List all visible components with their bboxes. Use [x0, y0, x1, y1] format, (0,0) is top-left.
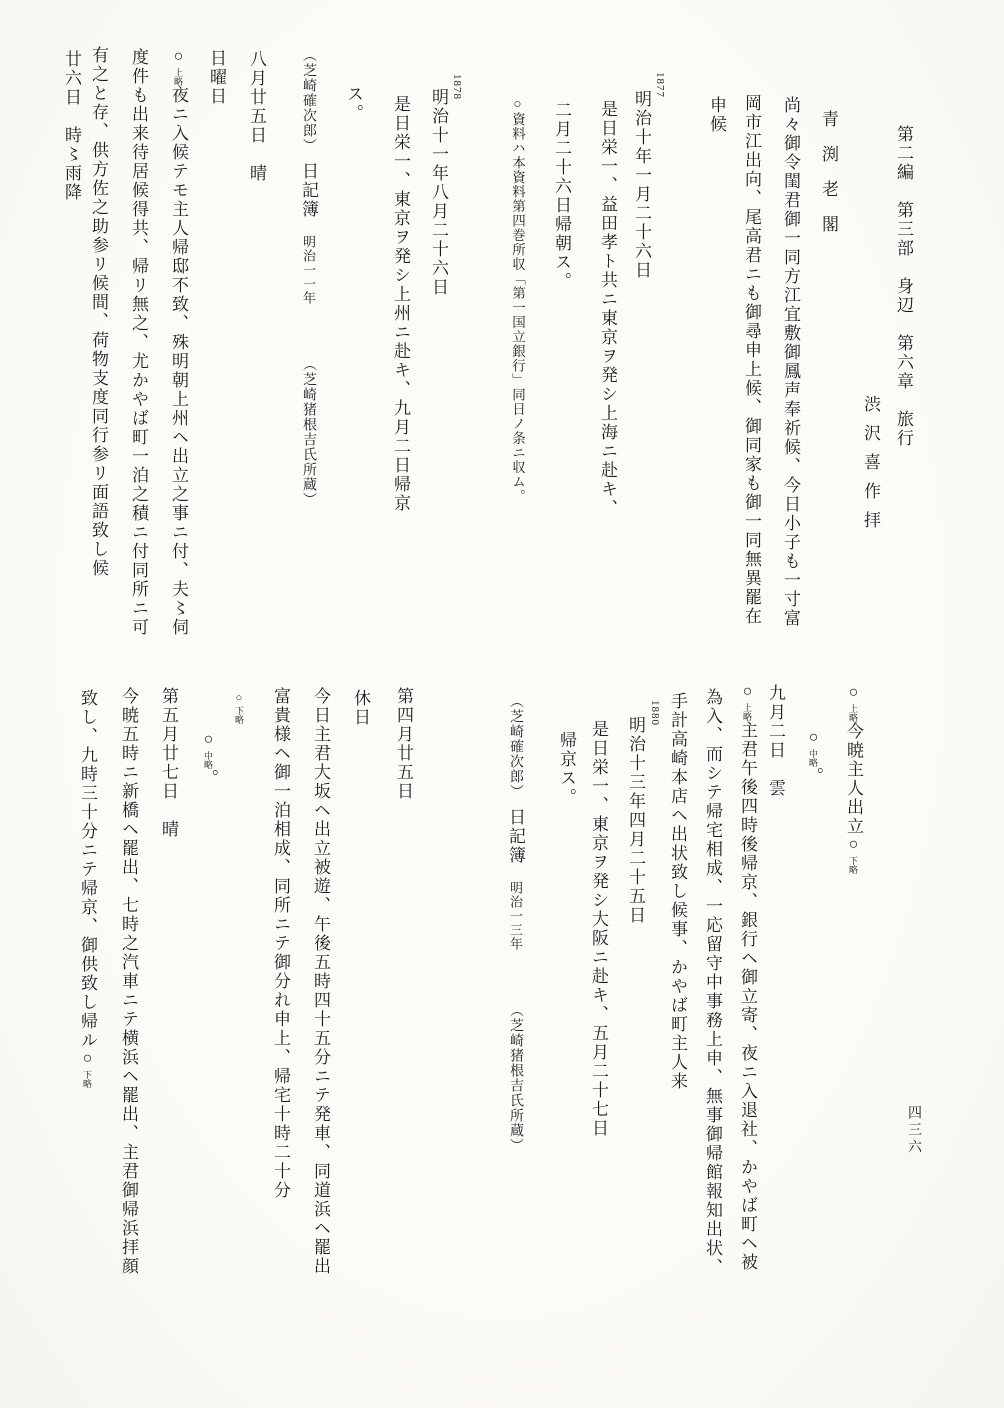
- diary-1878-weekday: 日曜日: [207, 49, 226, 106]
- omission-circle-icon: ○: [79, 1050, 96, 1069]
- entry-1880-source-column: [502, 694, 528, 1329]
- omission-circle-icon: ○: [739, 683, 756, 702]
- source-owner: （芝崎猪根吉氏所蔵）: [301, 357, 316, 507]
- period-text: 。: [199, 769, 218, 788]
- omission-label-joryaku: 上略: [742, 703, 752, 721]
- entry-1878-heading: 明治十一年八月二十六日: [429, 88, 448, 297]
- source-era: 明治一三年: [508, 881, 523, 951]
- diary-1880-holiday: 休日: [351, 689, 370, 727]
- omission-label-joryaku: 上略: [848, 704, 858, 722]
- source-collector: （芝崎確次郎）: [301, 48, 316, 153]
- diary-text: 夜ニ入候テモ主人帰邸不致、殊明朝上州ヘ出立之事ニ付、夫〻伺: [169, 86, 188, 637]
- diary-1880-date-2: 第五月廿七日 晴: [159, 687, 178, 839]
- omission-circle-icon: ○: [845, 836, 862, 855]
- entry-1880-line-2: 帰京ス。: [557, 731, 576, 807]
- omission-label-geryaku: 下略: [848, 856, 858, 874]
- source-collector: （芝崎確次郎）: [508, 694, 523, 799]
- year-label-1878: 1878: [451, 74, 463, 100]
- entry-1877-heading: 明治十年一月二十六日: [632, 90, 651, 280]
- diary-1878-line-1: [165, 48, 191, 683]
- diary-text: 致し、九時三十分ニテ帰京、御供致し帰ル: [78, 689, 97, 1050]
- omission-circle-icon: ○: [805, 729, 822, 748]
- diary-1880-line-4: [74, 689, 100, 1324]
- entry-1880-heading: 明治十三年四月二十五日: [626, 716, 645, 925]
- entry-1877-line-1: 是日栄一、益田孝ト共ニ東京ヲ発シ上海ニ赴キ、: [598, 100, 617, 518]
- omission-label-geryaku: 下略: [234, 706, 244, 724]
- diary-1878-line-2: 度件も出来待居候得共、帰リ無之、尤かやば町一泊之積ニ付同所ニ可: [129, 48, 148, 637]
- source-owner: （芝崎猪根吉氏所蔵）: [508, 1003, 523, 1153]
- diary-1880-line-3: 今暁五時ニ新橋ヘ罷出、七時之汽車ニテ横浜ヘ罷出、主君御帰浜拝顔: [119, 687, 138, 1276]
- letter-postscript-line-2: 岡市江出向、尾高君ニも御尋申上候、御同家も御一同無異罷在: [742, 94, 761, 626]
- year-label-1877: 1877: [654, 72, 666, 98]
- diary-1878b-date: 九月二日 雲: [766, 684, 785, 798]
- entry-1880-line-1: 是日栄一、東京ヲ発シ大阪ニ赴キ、五月二十七日: [589, 720, 608, 1138]
- source-title: 日記簿: [506, 808, 525, 865]
- omission-circle-icon: ○: [233, 692, 245, 705]
- year-label-1880: 1880: [649, 700, 661, 726]
- letter-postscript-line-1: 尚々御令閨君御一同方江宜敷御鳳声奉祈候、今日小子も一寸富: [781, 96, 800, 628]
- letter-addressee: 青渕老閣: [819, 110, 838, 250]
- entry-1877-source-note: ○資料ハ本資料第四巻所収「第一国立銀行」同日ノ条ニ収ム。: [510, 96, 525, 504]
- omission-circle-icon: ○: [170, 48, 187, 67]
- chapter-header: 第二編 第三部 身辺 第六章 旅行: [894, 125, 913, 448]
- diary-1880-line-1: 今日主君大坂ヘ出立被遊、午後五時四十五分ニテ発車、同道浜ヘ罷出: [311, 687, 330, 1276]
- omission-circle-icon: ○: [845, 684, 862, 703]
- diary-1880-date-1: 第四月廿五日: [394, 687, 413, 801]
- diary-text: 主君午後四時後帰京、銀行ヘ御立寄、夜ニ入退社、かやば町ヘ被: [738, 721, 757, 1272]
- omission-label-geryaku: 下略: [82, 1070, 92, 1088]
- page-number: 四三六: [906, 1105, 921, 1156]
- omission-label-churyaku: 中略: [203, 751, 213, 769]
- entry-1877-line-2: 二月二十六日帰朝ス。: [552, 101, 571, 291]
- entry-1878-line-1: 是日栄一、東京ヲ発シ上州ニ赴キ、九月二日帰京: [391, 95, 410, 513]
- diary-1880-mid-omission: [195, 731, 221, 1366]
- diary-1880-line-2: 富貴様ヘ御一泊相成、同所ニテ御分れ申上、帰宅十時二十分: [271, 687, 290, 1200]
- source-title: 日記簿: [299, 162, 318, 219]
- diary-text: 今暁主人出立: [844, 722, 863, 836]
- entry-1878-line-2: ス。: [344, 85, 363, 123]
- diary-1878b-line-1: [840, 684, 866, 1319]
- omission-note-geryaku: [226, 692, 252, 1327]
- omission-circle-icon: ○: [200, 731, 217, 750]
- omission-label-joryaku: 上略: [173, 68, 183, 86]
- diary-1878-line-4: 廿六日 時〻雨降: [62, 50, 81, 202]
- letter-signature: 渋沢喜作拝: [861, 395, 880, 540]
- diary-1878b-line-5: 手計高崎本店ヘ出状致し候事、かやば町主人来: [668, 692, 687, 1091]
- source-era: 明治一一年: [301, 235, 316, 305]
- omission-label-churyaku: 中略: [808, 749, 818, 767]
- diary-text: 。: [804, 767, 823, 786]
- diary-1878b-line-4: 為入、而シテ帰宅相成、一応留守中事務上申、無事御帰館報知出状、: [703, 688, 722, 1277]
- entry-1878-source-column: [295, 48, 321, 683]
- diary-1878b-line-3: [734, 683, 760, 1318]
- diary-1878-date: 八月廿五日 晴: [247, 50, 266, 183]
- diary-1878-line-3: 有之と存、供方佐之助参リ候間、荷物支度同行参リ面語致し候: [89, 46, 108, 578]
- diary-1878b-line-2: [800, 729, 826, 1364]
- letter-postscript-line-3: 申候: [707, 96, 726, 134]
